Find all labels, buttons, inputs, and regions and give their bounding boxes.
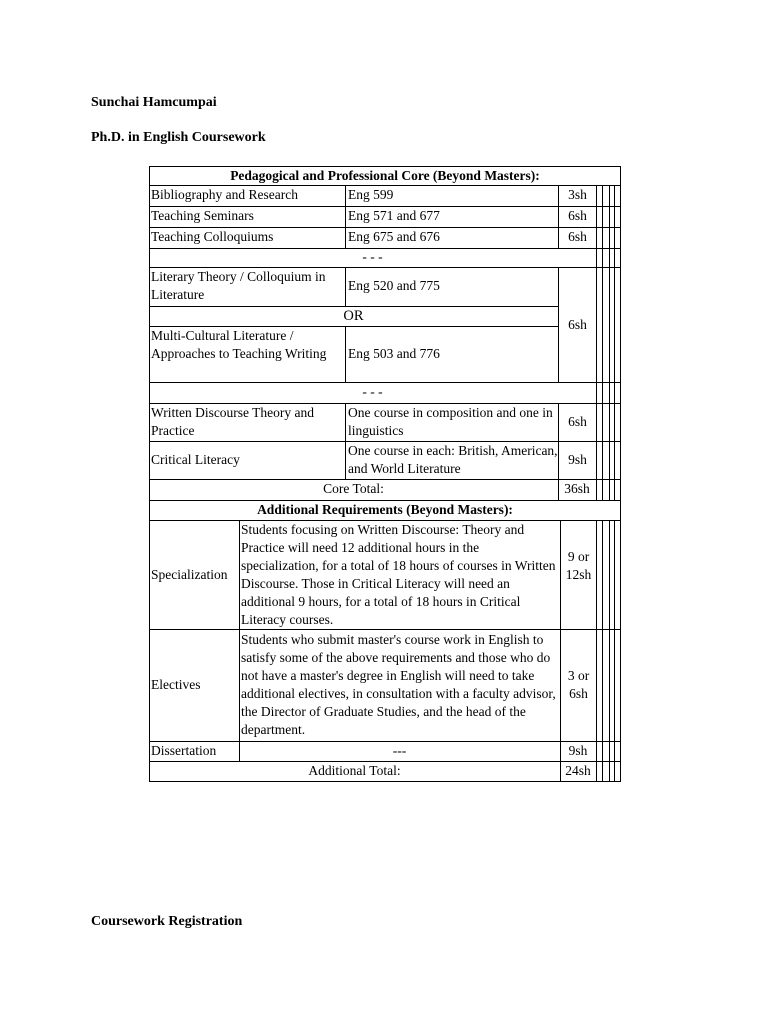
written-discourse-course: One course in composition and one in linguistics xyxy=(348,405,553,438)
specialization-description: Students focusing on Written Discourse: Theory and Practice will need 12 additional hours in the specialization, for a total of 18 hours of courses in Written Discourse. Those in Critical Literacy will need an additional 9 hours, for a total of 18 hours in Critical Literacy courses. xyxy=(241,522,556,627)
section-heading: Coursework Registration xyxy=(91,914,243,929)
dissertation-description: --- xyxy=(392,743,407,758)
electives-description: Students who submit master's course work in English to satisfy some of the above requirements and those who do not have a master's degree in English will need to take additional electives, in consultation with a faculty advisor, the Director of Graduate Studies, and the head of the department. xyxy=(241,632,556,737)
additional-total-label: Additional Total: xyxy=(308,763,401,778)
critical-literacy-hours: 9sh xyxy=(568,452,587,467)
author-name: Sunchai Hamcumpai xyxy=(91,95,217,110)
written-discourse-name: Written Discourse Theory and Practice xyxy=(151,405,315,438)
separator: - - - xyxy=(362,384,383,399)
specialization-name: Specialization xyxy=(151,567,228,582)
core-row-course: Eng 675 and 676 xyxy=(348,229,440,244)
specialization-hours: 9 or 12sh xyxy=(565,549,592,582)
core-row-hours: 3sh xyxy=(568,187,587,202)
core-total-hours: 36sh xyxy=(564,481,590,496)
option-a-course: Eng 520 and 775 xyxy=(348,278,440,293)
option-b-course: Eng 503 and 776 xyxy=(348,346,440,361)
document-title: Ph.D. in English Coursework xyxy=(91,130,266,145)
core-row-course: Eng 571 and 677 xyxy=(348,208,440,223)
option-a-name: Literary Theory / Colloquium in Literature xyxy=(151,269,326,302)
core-heading: Pedagogical and Professional Core (Beyond Masters): xyxy=(230,168,540,183)
written-discourse-hours: 6sh xyxy=(568,414,587,429)
electives-name: Electives xyxy=(151,677,201,692)
option-b-name: Multi-Cultural Literature / Approaches to Teaching Writing xyxy=(151,328,327,361)
additional-total-hours: 24sh xyxy=(565,763,591,778)
core-row-name: Bibliography and Research xyxy=(151,187,298,202)
or-label: OR xyxy=(343,308,364,324)
core-row-hours: 6sh xyxy=(568,208,587,223)
core-total-label: Core Total: xyxy=(323,481,384,496)
critical-literacy-name: Critical Literacy xyxy=(151,452,240,467)
option-hours: 6sh xyxy=(568,317,587,332)
dissertation-name: Dissertation xyxy=(151,743,217,758)
core-row-name: Teaching Seminars xyxy=(151,208,254,223)
coursework-table xyxy=(149,166,621,782)
critical-literacy-course: One course in each: British, American, and World Literature xyxy=(348,443,558,476)
core-row-name: Teaching Colloquiums xyxy=(151,229,274,244)
separator: - - - xyxy=(362,249,383,264)
core-row-course: Eng 599 xyxy=(348,187,394,202)
electives-hours: 3 or 6sh xyxy=(567,668,590,701)
dissertation-hours: 9sh xyxy=(568,743,588,758)
additional-heading: Additional Requirements (Beyond Masters): xyxy=(257,502,513,517)
core-row-hours: 6sh xyxy=(568,229,587,244)
